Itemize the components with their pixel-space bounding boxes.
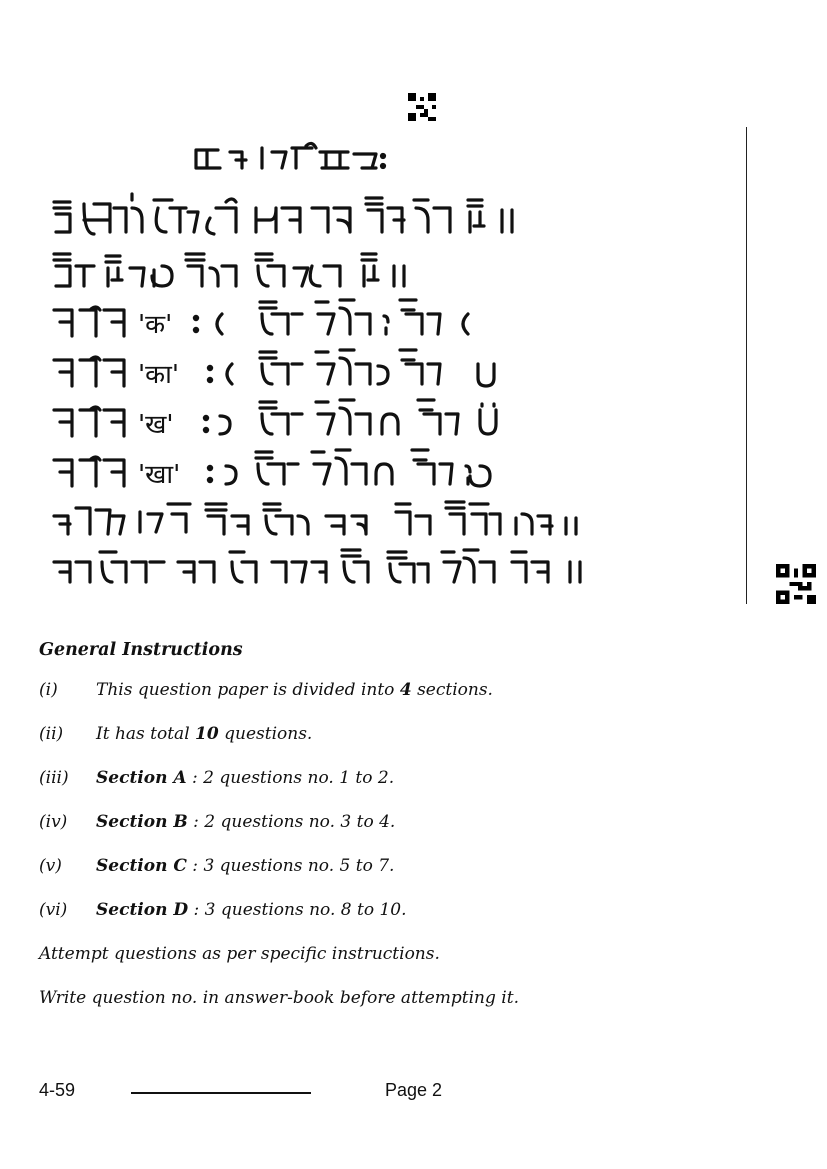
script-line-7 bbox=[54, 502, 576, 534]
script-label-1: 'क' bbox=[138, 310, 173, 340]
instruction-note-1: Attempt questions as per specific instructions. bbox=[39, 944, 440, 964]
general-instructions bbox=[39, 640, 759, 1032]
instruction-number: (v) bbox=[39, 856, 62, 876]
instructions-title: General Instructions bbox=[39, 640, 243, 660]
paper-code: 4-59 bbox=[39, 1080, 76, 1100]
script-line-6 bbox=[54, 450, 490, 490]
instruction-number: (i) bbox=[39, 680, 58, 700]
instruction-number: (vi) bbox=[39, 900, 68, 920]
script-label-2: 'का' bbox=[138, 360, 179, 390]
instruction-item: (iii) Section A : 2 questions no. 1 to 2. bbox=[39, 768, 395, 788]
instruction-note-2: Write question no. in answer-book before attempting it. bbox=[39, 988, 519, 1008]
script-line-5 bbox=[54, 400, 496, 440]
instruction-number: (ii) bbox=[39, 724, 64, 744]
script-passage bbox=[50, 138, 740, 598]
page-number: Page 2 bbox=[385, 1080, 443, 1100]
script-line-4 bbox=[54, 350, 494, 390]
margin-rule bbox=[746, 127, 747, 604]
instruction-item: (vi) Section D : 3 questions no. 8 to 10. bbox=[39, 900, 407, 920]
instruction-item: (v) Section C : 3 questions no. 5 to 7. bbox=[39, 856, 395, 876]
script-line-8 bbox=[54, 550, 580, 582]
script-line-3 bbox=[54, 300, 468, 340]
instruction-item: (i) This question paper is divided into 4 sections. bbox=[39, 680, 493, 700]
instruction-number: (iii) bbox=[39, 768, 69, 788]
page-footer bbox=[39, 1080, 479, 1104]
script-line-1 bbox=[54, 194, 512, 234]
instruction-number: (iv) bbox=[39, 812, 68, 832]
script-line-2 bbox=[54, 254, 404, 286]
script-heading bbox=[196, 143, 385, 168]
footer-rule bbox=[131, 1092, 311, 1094]
script-label-4: 'खा' bbox=[138, 460, 181, 490]
script-label-3: 'ख' bbox=[138, 410, 174, 440]
qr-code-top bbox=[408, 93, 436, 121]
instruction-item: (ii) It has total 10 questions. bbox=[39, 724, 313, 744]
qr-code-side bbox=[776, 564, 816, 604]
instruction-item: (iv) Section B : 2 questions no. 3 to 4. bbox=[39, 812, 396, 832]
